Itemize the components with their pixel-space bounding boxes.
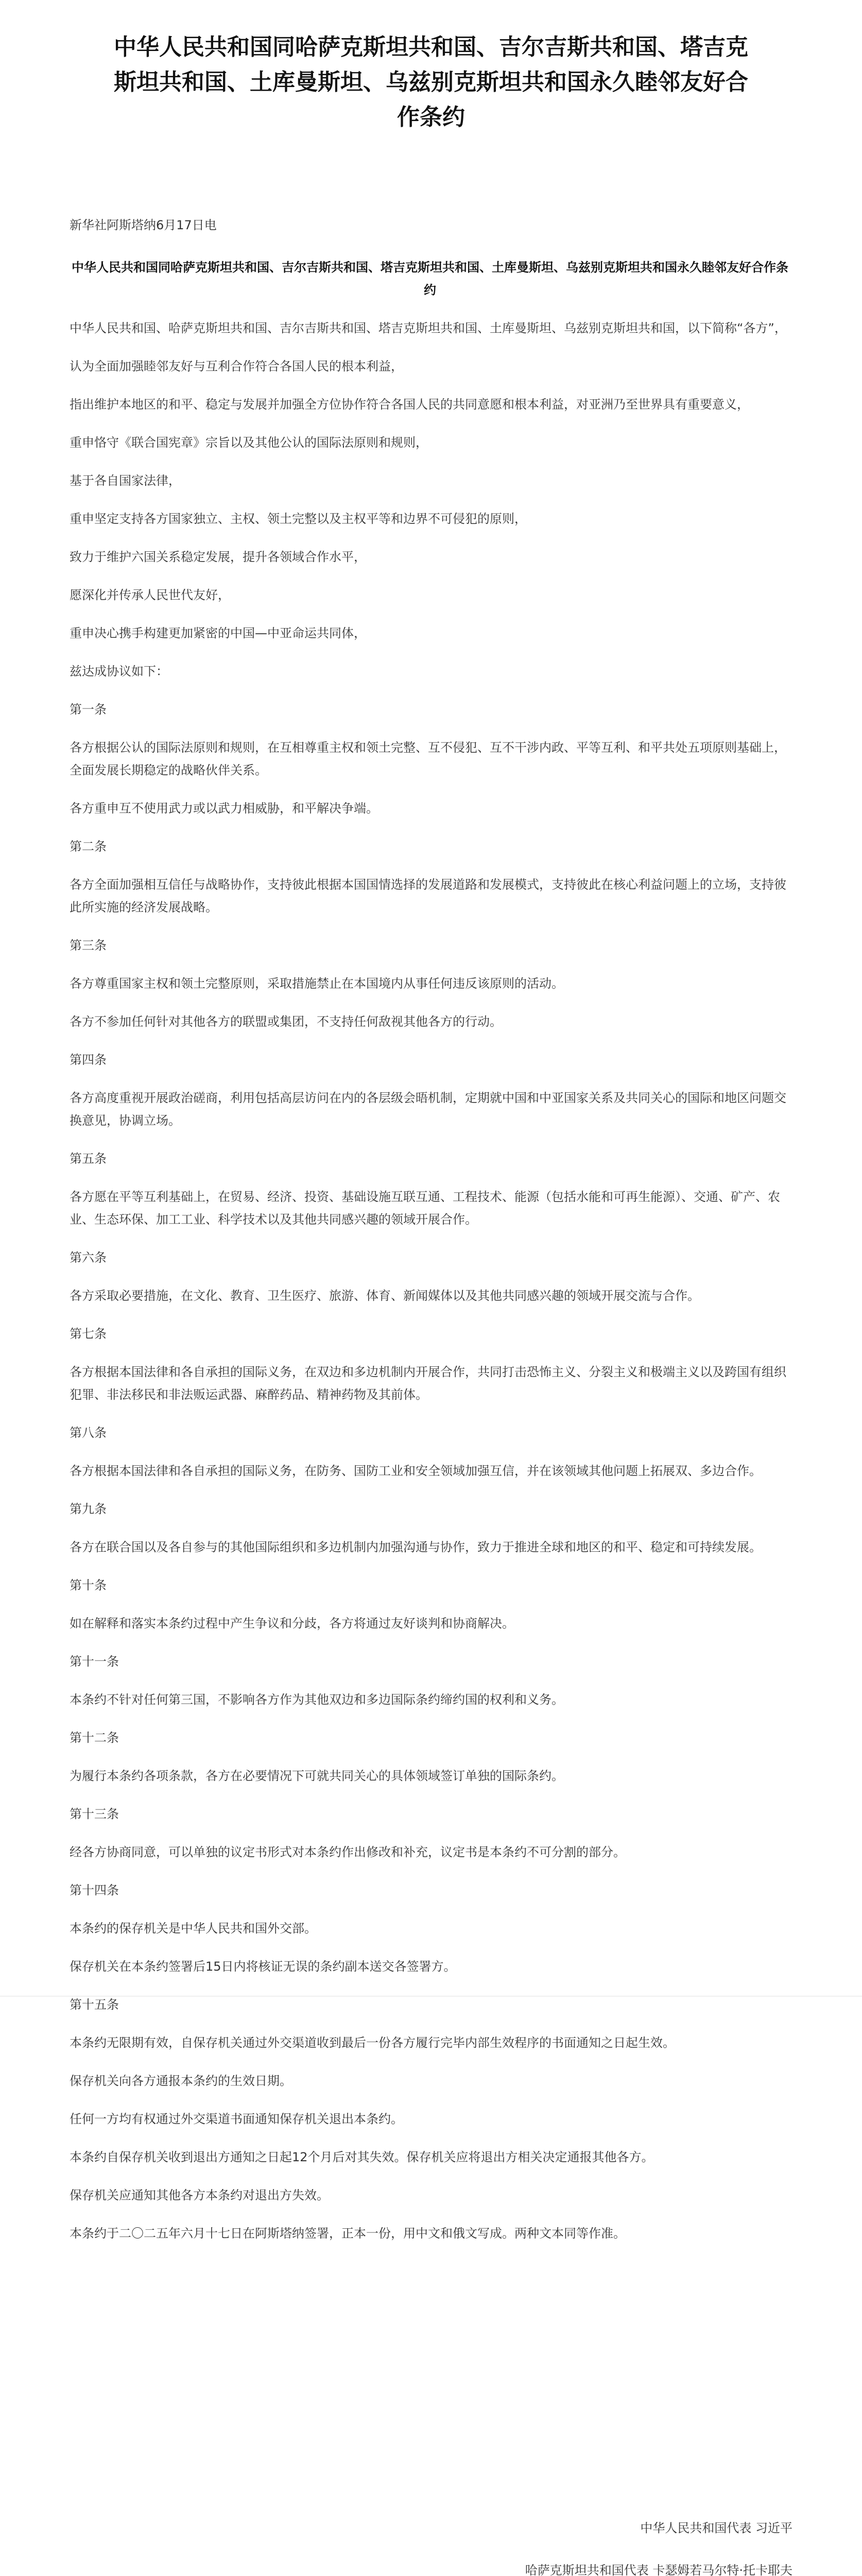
article-paragraph: 各方在联合国以及各自参与的其他国际组织和多边机制内加强沟通与协作，致力于推进全球和地区的和平、稳定和可持续发展。 (70, 1540, 762, 1554)
preamble-paragraph: 重申决心携手构建更加紧密的中国—中亚命运共同体， (70, 626, 366, 640)
article-paragraph: 各方愿在平等互利基础上，在贸易、经济、投资、基础设施互联互通、工程技术、能源（包括水能和可再生能源）、交通、矿产、农业、生态环保、加工工业、科学技术以及其他共同感兴趣的领域开展合作。 (70, 1190, 780, 1227)
article-paragraph: 本条约不针对任何第三国，不影响各方作为其他双边和多边国际条约缔约国的权利和义务。 (70, 1692, 564, 1707)
article-section (70, 934, 790, 1033)
article-heading: 第十三条 (70, 1807, 119, 1821)
article-paragraph: 各方全面加强相互信任与战略协作，支持彼此根据本国国情选择的发展道路和发展模式，支持彼此在核心利益问题上的立场，支持彼此所实施的经济发展战略。 (70, 877, 786, 914)
article-paragraph: 如在解释和落实本条约过程中产生争议和分歧，各方将通过友好谈判和协商解决。 (70, 1616, 514, 1631)
article-heading: 第十条 (70, 1578, 107, 1592)
article-paragraph: 各方根据本国法律和各自承担的国际义务，在双边和多边机制内开展合作，共同打击恐怖主义、分裂主义和极端主义以及跨国有组织犯罪、非法移民和非法贩运武器、麻醉药品、精神药物及其前体。 (70, 1365, 786, 1402)
article-paragraph: 各方重申互不使用武力或以武力相威胁，和平解决争端。 (70, 801, 378, 816)
article-section (70, 1421, 790, 1482)
preamble-paragraph: 中华人民共和国、哈萨克斯坦共和国、吉尔吉斯共和国、塔吉克斯坦共和国、土库曼斯坦、乌兹别克斯坦共和国，以下简称“各方”， (70, 321, 787, 335)
article-section (70, 1498, 790, 1558)
preamble-paragraph: 重申恪守《联合国宪章》宗旨以及其他公认的国际法原则和规则， (70, 435, 428, 450)
treaty-title: 中华人民共和国同哈萨克斯坦共和国、吉尔吉斯共和国、塔吉克斯坦共和国、土库曼斯坦、乌兹别克斯坦共和国永久睦邻友好合作条约 (72, 260, 788, 297)
article-section (70, 1323, 790, 1406)
preamble (70, 317, 790, 683)
article-paragraph: 各方根据公认的国际法原则和规则，在互相尊重主权和领土完整、互不侵犯、互不干涉内政、平等互利、和平共处五项原则基础上，全面发展长期稳定的战略伙伴关系。 (70, 740, 786, 777)
article-body (70, 214, 790, 2260)
article-section (70, 835, 790, 919)
article-paragraph: 保存机关应通知其他各方本条约对退出方失效。 (70, 2188, 329, 2202)
article-heading: 第十五条 (70, 1997, 119, 2012)
article-heading: 第四条 (70, 1053, 107, 1067)
preamble-paragraph: 指出维护本地区的和平、稳定与发展并加强全方位协作符合各国人民的共同意愿和根本利益，对亚洲乃至世界具有重要意义， (70, 397, 749, 412)
article-section (70, 1147, 790, 1231)
article-paragraph: 保存机关向各方通报本条约的生效日期。 (70, 2074, 292, 2088)
article-section (70, 698, 790, 820)
page-title: 中华人民共和国同哈萨克斯坦共和国、吉尔吉斯共和国、塔吉克斯坦共和国、土库曼斯坦、乌兹别克斯坦共和国永久睦邻友好合作条约 (114, 34, 748, 130)
article-section (70, 1803, 790, 1863)
article-paragraph: 各方尊重国家主权和领土完整原则，采取措施禁止在本国境内从事任何违反该原则的活动。 (70, 976, 564, 991)
article-paragraph: 各方采取必要措施，在文化、教育、卫生医疗、旅游、体育、新闻媒体以及其他共同感兴趣的领域开展交流与合作。 (70, 1289, 700, 1303)
article-section (70, 1879, 790, 1978)
article-heading: 第三条 (70, 938, 107, 953)
article-section (70, 1726, 790, 1787)
article-heading: 第十二条 (70, 1731, 119, 1745)
article-paragraph: 本条约于二〇二五年六月十七日在阿斯塔纳签署，正本一份，用中文和俄文写成。两种文本同等作准。 (70, 2226, 626, 2241)
article-heading: 第一条 (70, 702, 107, 717)
article-heading: 第六条 (70, 1250, 107, 1265)
article-heading: 第二条 (70, 839, 107, 854)
article-heading: 第五条 (70, 1151, 107, 1166)
signature-block (72, 2517, 792, 2576)
signature-line: 中华人民共和国代表 习近平 (640, 2521, 792, 2535)
article-heading: 第七条 (70, 1327, 107, 1341)
preamble-paragraph: 基于各自国家法律， (70, 473, 181, 488)
preamble-paragraph: 致力于维护六国关系稳定发展，提升各领域合作水平， (70, 550, 366, 564)
article-section (70, 1650, 790, 1711)
preamble-paragraph: 重申坚定支持各方国家独立、主权、领土完整以及主权平等和边界不可侵犯的原则， (70, 512, 527, 526)
article-paragraph: 各方不参加任何针对其他各方的联盟或集团，不支持任何敌视其他各方的行动。 (70, 1014, 502, 1029)
article-paragraph: 本条约自保存机关收到退出方通知之日起12个月后对其失效。保存机关应将退出方相关决定通报其他各方。 (70, 2150, 654, 2164)
preamble-paragraph: 兹达成协议如下： (70, 664, 168, 679)
dateline: 新华社阿斯塔纳6月17日电 (70, 218, 217, 232)
preamble-paragraph: 愿深化并传承人民世代友好， (70, 588, 230, 602)
article-section (70, 1246, 790, 1307)
article-paragraph: 为履行本条约各项条款，各方在必要情况下可就共同关心的具体领域签订单独的国际条约。 (70, 1769, 564, 1783)
article-heading: 第十四条 (70, 1883, 119, 1897)
preamble-paragraph: 认为全面加强睦邻友好与互利合作符合各国人民的根本利益， (70, 359, 403, 374)
article-paragraph: 各方根据本国法律和各自承担的国际义务，在防务、国防工业和安全领域加强互信，并在该领域其他问题上拓展双、多边合作。 (70, 1464, 762, 1478)
article-paragraph: 保存机关在本条约签署后15日内将核证无误的条约副本送交各签署方。 (70, 1959, 456, 1974)
article-paragraph: 各方高度重视开展政治磋商，利用包括高层访问在内的各层级会晤机制，定期就中国和中亚国家关系及共同关心的国际和地区问题交换意见，协调立场。 (70, 1091, 786, 1128)
article-paragraph: 经各方协商同意，可以单独的议定书形式对本条约作出修改和补充，议定书是本条约不可分割的部分。 (70, 1845, 626, 1859)
article-paragraph: 任何一方均有权通过外交渠道书面通知保存机关退出本条约。 (70, 2112, 403, 2126)
signature-line: 哈萨克斯坦共和国代表 卡瑟姆若马尔特·托卡耶夫 (525, 2563, 792, 2576)
article-section (70, 1993, 790, 2245)
article-heading: 第八条 (70, 1426, 107, 1440)
treaty-articles (70, 698, 790, 2245)
article-paragraph: 本条约的保存机关是中华人民共和国外交部。 (70, 1921, 317, 1936)
article-heading: 第九条 (70, 1502, 107, 1516)
article-heading: 第十一条 (70, 1654, 119, 1669)
article-section (70, 1048, 790, 1132)
article-paragraph: 本条约无限期有效，自保存机关通过外交渠道收到最后一份各方履行完毕内部生效程序的书面通知之日起生效。 (70, 2036, 675, 2050)
article-section (70, 1574, 790, 1635)
